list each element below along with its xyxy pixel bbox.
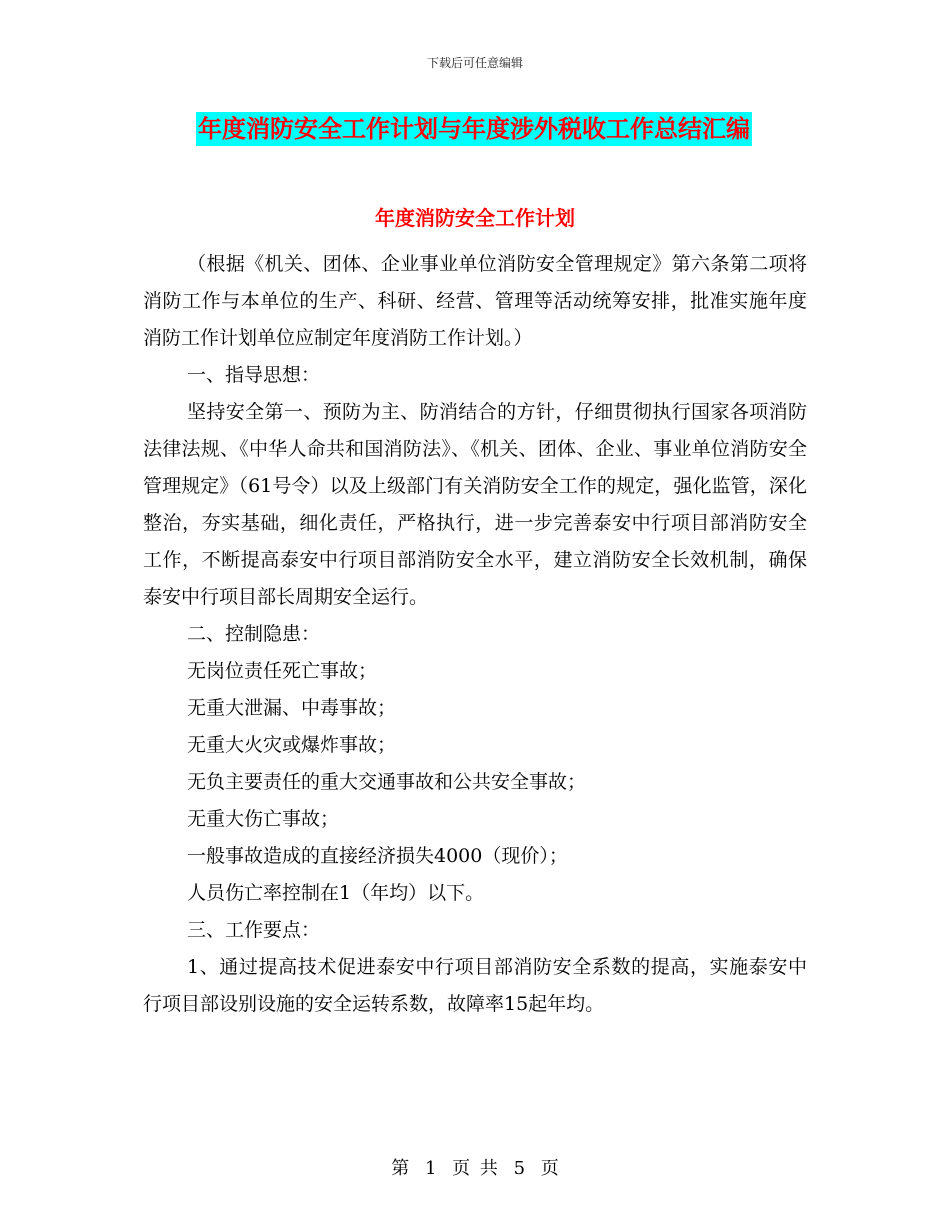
list-item: 人员伤亡率控制在1（年均）以下。 bbox=[187, 882, 485, 904]
header-note: 下载后可任意编辑 bbox=[426, 56, 523, 70]
footer-middle: 页 共 bbox=[452, 1158, 498, 1179]
list-item: 一般事故造成的直接经济损失4000（现价）； bbox=[187, 845, 568, 867]
document-body bbox=[143, 246, 807, 1023]
page-total: 5 bbox=[513, 1158, 526, 1179]
page-number: 1 bbox=[424, 1158, 437, 1179]
section-title: 年度消防安全工作计划 bbox=[375, 206, 575, 230]
list-item: 无负主要责任的重大交通事故和公共安全事故； bbox=[187, 771, 587, 793]
paragraph-guiding-thought: 坚持安全第一、预防为主、防消结合的方针，仔细贯彻执行国家各项消防法律法规、《中华人命共和国消防法》、《机关、团体、企业、事业单位消防安全管理规定》（61号令）以及上级部门有关消防安全工作的规定，强化监管，深化整治，夯实基础，细化责任，严格执行，进一步完善泰安中行项目部消防安全工作，不断提高泰安中行项目部消防安全水平，建立消防安全长效机制，确保泰安中行项目部长周期安全运行。 bbox=[143, 401, 807, 608]
heading-control-hazards: 二、控制隐患： bbox=[187, 623, 321, 645]
footer-prefix: 第 bbox=[391, 1158, 410, 1179]
footer-suffix: 页 bbox=[540, 1158, 559, 1179]
heading-work-points: 三、工作要点： bbox=[187, 919, 321, 941]
paragraph-work-point-1: 1、通过提高技术促进泰安中行项目部消防安全系数的提高，实施泰安中行项目部设别设施的安全运转系数，故障率15起年均。 bbox=[143, 956, 807, 1015]
heading-guiding-thought: 一、指导思想： bbox=[187, 364, 321, 386]
document-title: 年度消防安全工作计划与年度涉外税收工作总结汇编 bbox=[196, 112, 752, 146]
list-item: 无重大泄漏、中毒事故； bbox=[187, 697, 397, 719]
paragraph-intro: （根据《机关、团体、企业事业单位消防安全管理规定》第六条第二项将消防工作与本单位的生产、科研、经营、管理等活动统筹安排，批准实施年度消防工作计划单位应制定年度消防工作计划。） bbox=[143, 253, 807, 349]
page-footer bbox=[0, 1154, 950, 1180]
list-item: 无重大火灾或爆炸事故； bbox=[187, 734, 397, 756]
list-item: 无重大伤亡事故； bbox=[187, 808, 340, 830]
list-item: 无岗位责任死亡事故； bbox=[187, 660, 378, 682]
